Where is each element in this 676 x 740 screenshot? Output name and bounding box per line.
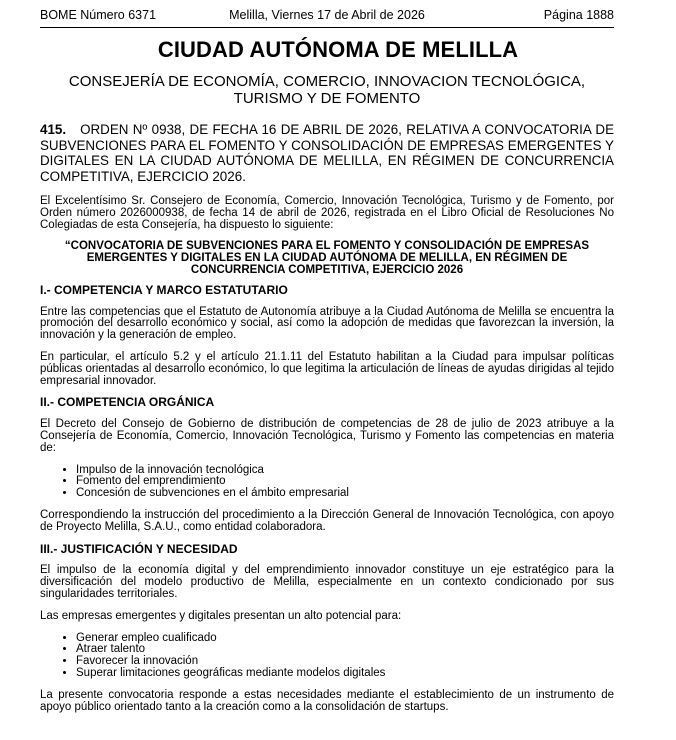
bulletin-date: Melilla, Viernes 17 de Abril de 2026 [229,8,425,22]
page-number: Página 1888 [543,8,614,22]
section-3-paragraph-1: El impulso de la economía digital y del emprendimiento innovador constituye un eje estratégico para la diversificación del modelo productivo de Melilla, especialmente en un contexto condicionado por sus singularidades territoriales. [40,564,614,600]
document-body [40,196,614,723]
list-item: • Concesión de subvenciones en el ámbito empresarial [76,488,614,500]
list-item: • Impulso de la innovación tecnológica [76,465,614,477]
order-title: ORDEN Nº 0938, DE FECHA 16 DE ABRIL DE 2026, RELATIVA A CONVOCATORIA DE SUBVENCIONES PARA EL FOMENTO Y CONSOLIDACIÓN DE EMPRESAS EMERGENTES Y DIGITALES EN LA CIUDAD AUTÓNOMA DE MELILLA, EN RÉGIMEN DE CONCURRENCIA COMPETITIVA, EJERCICIO 2026. [40,122,614,184]
intro-paragraph: El Excelentísimo Sr. Consejero de Economía, Comercio, Innovación Tecnológica, Turismo y de Fomento, por Orden número 2026000938, de fecha 14 de abril de 2026, registrada en el Libro Oficial de Resoluciones No Colegiadas de esta Consejería, ha dispuesto lo siguiente: [40,195,614,231]
section-3-paragraph-2: Las empresas emergentes y digitales presentan un alto potencial para: [40,609,402,622]
list-item: • Superar limitaciones geográficas mediante modelos digitales [76,668,614,680]
list-item: • Favorecer la innovación [76,656,614,668]
department-title: CONSEJERÍA DE ECONOMÍA, COMERCIO, INNOVACION TECNOLÓGICA, TURISMO Y DE FOMENTO [68,73,586,107]
list-item: • Generar empleo cualificado [76,633,614,645]
section-2-paragraph-1: El Decreto del Consejo de Gobierno de distribución de competencias de 28 de julio de 2023 atribuye a la Consejería de Economía, Comercio, Innovación Tecnológica, Turismo y Fomento las competencias en materia de: [40,418,614,454]
section-heading-2: II.- COMPETENCIA ORGÁNICA [40,395,215,410]
order-number: 415. [40,122,67,137]
list-item: • Fomento del emprendimiento [76,476,614,488]
bulletin-number: BOME Número 6371 [40,8,157,22]
section-3-paragraph-3: La presente convocatoria responde a estas necesidades mediante el establecimiento de un instrumento de apoyo público orientado tanto a la creación como a la consolidación de startups. [40,688,614,713]
section-heading-3: III.- JUSTIFICACIÓN Y NECESIDAD [40,541,238,556]
section-2-paragraph-2: Correspondiendo la instrucción del procedimiento a la Dirección General de Innovación Tecnológica, con apoyo de Proyecto Melilla, S.A.U., como entidad colaboradora. [40,508,614,533]
list-item: • Atraer talento [76,644,614,656]
section-1-paragraph-1: Entre las competencias que el Estatuto de Autonomía atribuye a la Ciudad Autónoma de Melilla se encuentra la promoción del desarrollo económico y social, así como la adopción de medidas que favorezcan la inversión, la innovación y la generación de empleo. [40,305,614,342]
competences-list [40,465,614,500]
header-divider [40,27,614,28]
section-heading-1: I.- COMPETENCIA Y MARCO ESTATUTARIO [40,282,288,297]
order-heading [40,122,614,184]
page-header [40,8,614,24]
city-title: CIUDAD AUTÓNOMA DE MELILLA [157,37,519,62]
potential-list [40,633,614,680]
section-1-paragraph-2: En particular, el artículo 5.2 y el artículo 21.1.11 del Estatuto habilitan a la Ciudad para impulsar políticas públicas orientadas al desarrollo económico, lo que legitima la articulación de líneas de ayudas dirigidas al tejido empresarial innovador. [40,350,614,387]
convocatoria-title: “CONVOCATORIA DE SUBVENCIONES PARA EL FOMENTO Y CONSOLIDACIÓN DE EMPRESAS EMERGENTES Y DIGITALES EN LA CIUDAD AUTÓNOMA DE MELILLA, EN RÉGIMEN DE CONCURRENCIA COMPETITIVA, EJERCICIO 2026 [64,240,590,276]
